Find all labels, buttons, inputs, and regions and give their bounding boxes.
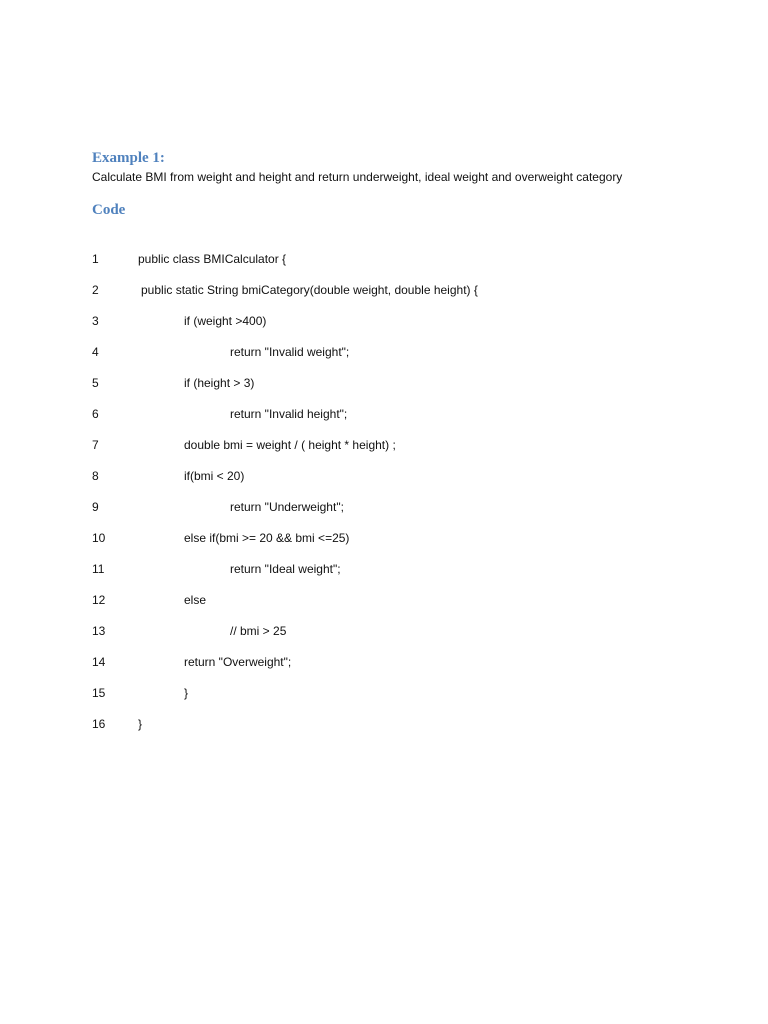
code-listing	[92, 250, 692, 746]
line-code: public static String bmiCategory(double weight, double height) {	[141, 283, 478, 297]
code-line	[92, 374, 692, 405]
code-line	[92, 653, 692, 684]
line-number: 8	[92, 469, 99, 483]
code-line	[92, 529, 692, 560]
line-code: public class BMICalculator {	[138, 252, 287, 266]
code-line	[92, 312, 692, 343]
code-line	[92, 560, 692, 591]
line-code: if(bmi < 20)	[184, 469, 245, 483]
line-number: 2	[92, 283, 99, 297]
line-code: return "Overweight";	[184, 655, 292, 669]
code-line	[92, 498, 692, 529]
line-code: return "Underweight";	[230, 500, 344, 514]
line-number: 9	[92, 500, 99, 514]
line-number: 6	[92, 407, 99, 421]
code-line	[92, 684, 692, 715]
code-line	[92, 250, 692, 281]
code-line	[92, 715, 692, 746]
example-description: Calculate BMI from weight and height and return underweight, ideal weight and overweight category	[92, 170, 623, 184]
line-number: 4	[92, 345, 99, 359]
line-code: else	[184, 593, 207, 607]
line-code: }	[184, 686, 189, 700]
code-line	[92, 436, 692, 467]
line-code: }	[138, 717, 143, 731]
code-line	[92, 467, 692, 498]
code-line	[92, 591, 692, 622]
code-line	[92, 622, 692, 653]
line-code: return "Ideal weight";	[230, 562, 341, 576]
line-code: double bmi = weight / ( height * height) ;	[184, 438, 396, 452]
line-number: 14	[92, 655, 106, 669]
line-number: 11	[92, 562, 105, 576]
code-heading: Code	[92, 202, 126, 218]
line-number: 5	[92, 376, 99, 390]
line-code: if (height > 3)	[184, 376, 255, 390]
line-number: 13	[92, 624, 106, 638]
line-number: 16	[92, 717, 106, 731]
line-code: else if(bmi >= 20 && bmi <=25)	[184, 531, 350, 545]
code-line	[92, 405, 692, 436]
line-code: return "Invalid weight";	[230, 345, 350, 359]
line-number: 15	[92, 686, 106, 700]
line-code: return "Invalid height";	[230, 407, 348, 421]
example-heading: Example 1:	[92, 150, 165, 166]
line-number: 12	[92, 593, 106, 607]
line-code: if (weight >400)	[184, 314, 267, 328]
code-line	[92, 343, 692, 374]
line-number: 10	[92, 531, 106, 545]
line-number: 1	[92, 252, 99, 266]
line-code: // bmi > 25	[230, 624, 287, 638]
line-number: 7	[92, 438, 99, 452]
code-line	[92, 281, 692, 312]
line-number: 3	[92, 314, 99, 328]
